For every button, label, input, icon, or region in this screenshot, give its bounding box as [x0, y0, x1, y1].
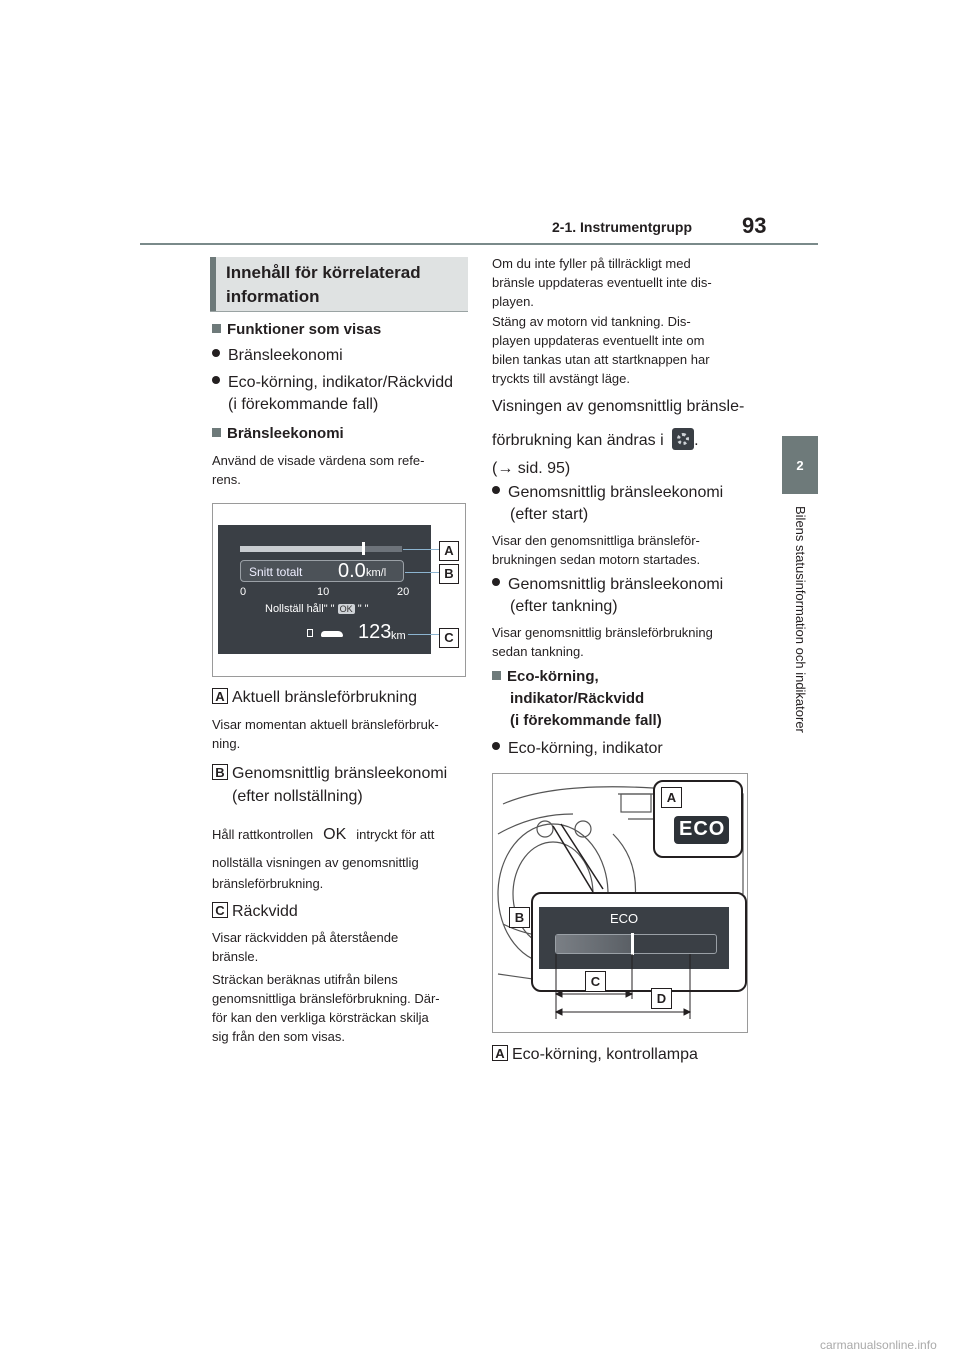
range-unit: km [391, 630, 406, 642]
chapter-number: 2 [796, 457, 804, 473]
label-a-text: Aktuell bränsleförbrukning [232, 689, 417, 706]
callout-line-b [405, 572, 439, 573]
paragraph: bränsle uppdateras eventuellt inte dis- [492, 275, 712, 290]
callout-c: C [439, 628, 459, 648]
paragraph: Om du inte fyller på tillräckligt med [492, 256, 691, 271]
bullet-item [492, 574, 723, 596]
callout-line-c [408, 634, 439, 635]
heading-text: Funktioner som visas [227, 321, 382, 338]
bullet-icon [212, 376, 220, 384]
bullet-text-cont: (i förekommande fall) [228, 396, 379, 413]
paragraph-text: Håll rattkontrollen [212, 827, 314, 842]
callout-b: B [439, 564, 459, 584]
car-icon [321, 631, 343, 637]
reset-hint [265, 603, 369, 615]
bullet-icon [492, 578, 500, 586]
bullet-item [212, 372, 453, 394]
heading-text: Eco-körning, [507, 668, 599, 685]
label-b-text: Genomsnittlig bränsleekonomi [232, 765, 448, 782]
paragraph: ning. [212, 736, 241, 751]
square-icon [212, 324, 221, 333]
callout-line-a [403, 549, 439, 550]
paragraph: nollställa visningen av genomsnittlig [212, 855, 419, 870]
bullet-icon [492, 742, 500, 750]
paragraph: bränsle. [212, 949, 259, 964]
paragraph: sedan tankning. [492, 644, 584, 659]
label-b-text-cont: (efter nollställning) [232, 788, 363, 805]
callout-c: C [585, 971, 606, 992]
paragraph-text: intryckt för att [356, 827, 435, 842]
eco-indicator-title: ECO [610, 911, 639, 926]
heading-text-cont: indikator/Räckvidd [510, 690, 645, 707]
label-a: A [492, 1045, 508, 1061]
paragraph: Använd de visade värdena som refe- [212, 453, 425, 468]
paragraph: sig från den som visas. [212, 1029, 345, 1044]
dimension-lines [493, 774, 747, 1032]
chapter-tab [782, 436, 818, 494]
callout-d: D [651, 988, 672, 1009]
heading-functions [212, 321, 381, 338]
bullet-text: Eco-körning, indikator/Räckvidd [228, 374, 453, 391]
heading-text-cont: (i förekommande fall) [510, 712, 662, 729]
paragraph: brukningen sedan motorn startades. [492, 552, 701, 567]
label-a-item [492, 1045, 698, 1064]
bullet-item [212, 345, 343, 367]
paragraph: för kan den verkliga körsträckan skilja [212, 1010, 429, 1025]
average-label: Snitt totalt [249, 565, 303, 579]
header-rule [140, 243, 818, 245]
paragraph: Visar den genomsnittliga bränsleför- [492, 533, 700, 548]
gear-icon [672, 428, 694, 450]
bullet-text-cont: (efter tankning) [510, 598, 618, 615]
consumption-bar-fill [240, 546, 363, 552]
label-a: A [212, 688, 228, 704]
paragraph: Stäng av motorn vid tankning. Dis- [492, 314, 691, 329]
average-unit: km/l [366, 567, 387, 579]
bullet-text: Genomsnittlig bränsleekonomi [508, 484, 724, 501]
square-icon [212, 428, 221, 437]
paragraph: Visar räckvidden på återstående [212, 930, 399, 945]
label-a-item [212, 688, 417, 707]
paragraph: bilen tankas utan att startknappen har [492, 352, 710, 367]
heading-fuel-economy [212, 425, 344, 442]
eco-figure [492, 773, 748, 1033]
square-icon [492, 671, 501, 680]
bullet-item [492, 482, 723, 504]
chapter-title-text: Bilens statusinformation och indikatorer [793, 506, 808, 733]
paragraph: genomsnittliga bränsleförbrukning. Där- [212, 991, 440, 1006]
section-underline [210, 311, 468, 312]
tick-label: 10 [317, 586, 330, 598]
fuel-screen-figure [212, 503, 466, 677]
tick-label: 0 [240, 586, 247, 598]
paragraph: Visningen av genomsnittlig bränsle- [492, 398, 745, 415]
label-c-text: Räckvidd [232, 903, 298, 920]
label-b: B [212, 764, 228, 780]
bullet-item [492, 738, 663, 760]
paragraph: playen uppdateras eventuellt inte om [492, 333, 705, 348]
paragraph: rens. [212, 472, 241, 487]
section-box-title: Innehåll för körrelaterad information [226, 263, 421, 306]
bullet-text: Bränsleekonomi [228, 347, 343, 364]
heading-eco [492, 668, 599, 685]
bullet-text: Genomsnittlig bränsleekonomi [508, 576, 724, 593]
watermark[interactable]: carmanualsonline.info [820, 1338, 937, 1352]
eco-lamp-text: ECO [679, 818, 726, 840]
paragraph-text: förbrukning kan ändras i [492, 432, 664, 449]
reset-hint-text: Nollställ håll" " [265, 603, 335, 615]
callout-a: A [661, 787, 682, 808]
section-header: 2-1. Instrumentgrupp [552, 219, 693, 235]
consumption-bar-marker [362, 542, 365, 555]
tick-label: 20 [397, 586, 410, 598]
paragraph: Visar genomsnittlig bränsleförbrukning [492, 625, 713, 640]
paragraph: Sträckan beräknas utifrån bilens [212, 972, 398, 987]
chapter-title [790, 506, 810, 776]
reset-hint-text: " " [357, 603, 369, 615]
paragraph: bränsleförbrukning. [212, 876, 324, 891]
paragraph: playen. [492, 294, 534, 309]
paragraph: Visar momentan aktuell bränsleförbruk- [212, 717, 439, 732]
range-value: 123 [358, 621, 392, 643]
bullet-text: Eco-körning, indikator [508, 740, 663, 757]
paragraph: tryckts till avstängt läge. [492, 371, 630, 386]
ok-icon: OK [323, 826, 347, 843]
paragraph-text: . [694, 432, 699, 449]
paragraph [492, 428, 699, 450]
paragraph [212, 825, 434, 844]
average-value: 0.0 [338, 560, 366, 582]
callout-b: B [509, 907, 530, 928]
section-box [210, 257, 468, 311]
label-c-item [212, 902, 298, 921]
bullet-text-cont: (efter start) [510, 506, 589, 523]
fuel-pump-icon [307, 629, 313, 637]
callout-a: A [439, 541, 459, 561]
bullet-icon [492, 486, 500, 494]
label-a-text: Eco-körning, kontrollampa [512, 1046, 698, 1063]
label-c: C [212, 902, 228, 918]
ok-icon: OK [339, 604, 353, 614]
label-b-item [212, 764, 447, 783]
heading-text: Bränsleekonomi [227, 425, 344, 442]
page-number: 93 [742, 213, 767, 238]
bullet-icon [212, 349, 220, 357]
page-ref: (→ sid. 95) [492, 460, 571, 477]
